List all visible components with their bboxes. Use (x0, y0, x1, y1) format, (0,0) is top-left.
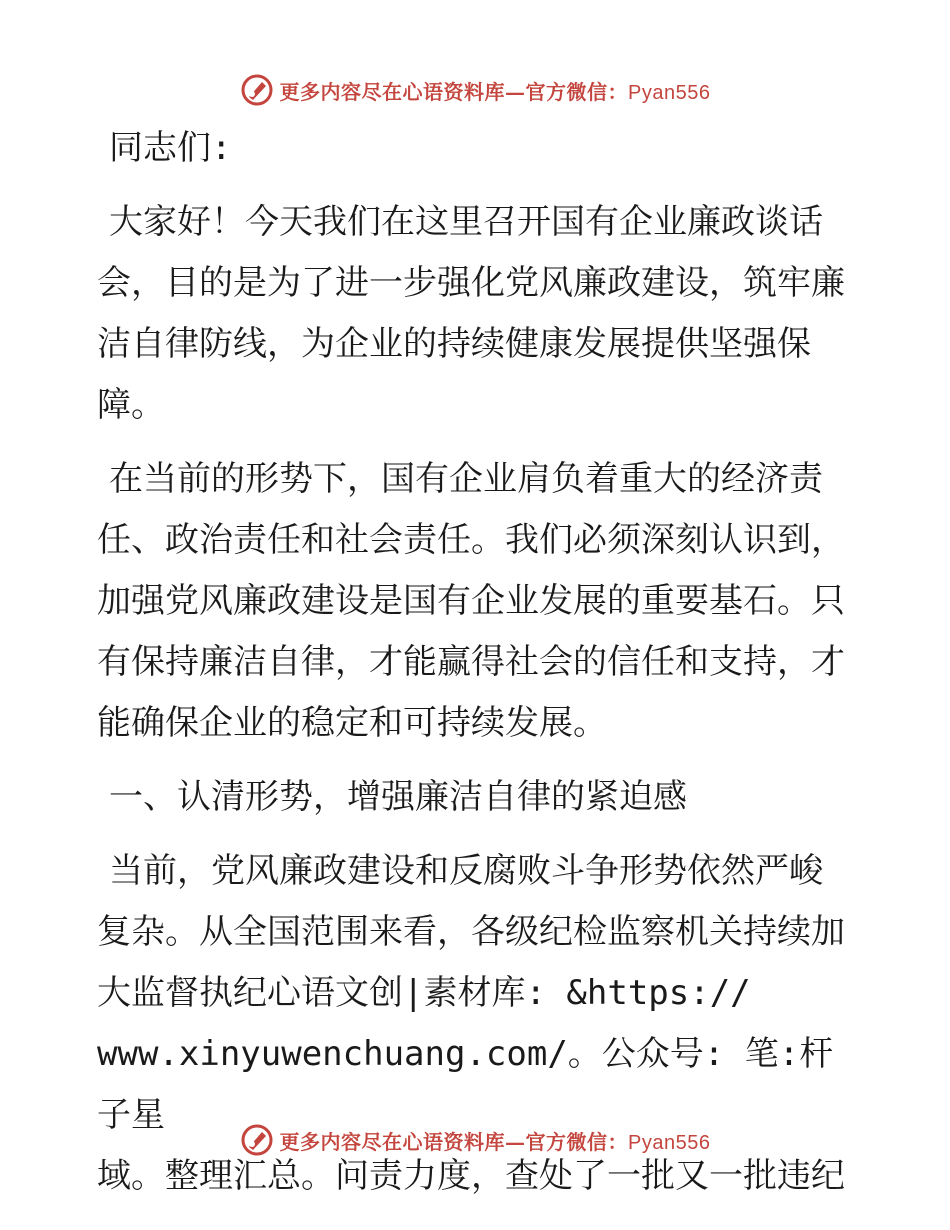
pen-circle-logo-icon (240, 73, 274, 107)
document-body (97, 118, 857, 1220)
paragraph-1: 大家好！今天我们在这里召开国有企业廉政谈话会，目的是为了进一步强化党风廉政建设，筑牢廉洁自律防线，为企业的持续健康发展提供坚强保障。 (97, 202, 845, 425)
watermark-text: 更多内容尽在心语资料库—官方微信：Pyan556 (279, 1129, 711, 1154)
footer-watermark (0, 1120, 950, 1160)
section-heading: 一、认清形势，增强廉洁自律的紧迫感 (109, 777, 687, 817)
paragraph-3-line-2: 复杂。从全国范围来看，各级纪检监察机关持续加 (97, 912, 845, 952)
header-watermark (0, 70, 950, 110)
paragraph-3-line-4: www.xinyuwenchuang.com/。公众号: 笔:杆子星 (97, 1034, 834, 1135)
pen-circle-logo-icon (240, 1123, 274, 1157)
paragraph-2: 在当前的形势下，国有企业肩负着重大的经济责任、政治责任和社会责任。我们必须深刻认识到，加强党风廉政建设是国有企业发展的重要基石。只有保持廉洁自律，才能赢得社会的信任和支持，才能确保企业的稳定和可持续发展。 (97, 459, 845, 743)
greeting: 同志们: (109, 128, 232, 168)
paragraph-3-line-3: 大监督执纪心语文创|素材库: &https:// (97, 973, 751, 1013)
watermark-text: 更多内容尽在心语资料库—官方微信：Pyan556 (279, 79, 711, 104)
paragraph-3-line-1: 当前，党风廉政建设和反腐败斗争形势依然严峻 (109, 851, 823, 891)
paragraph-3-line-5: 域。整理汇总。问责力度，查处了一批又一批违纪 (97, 1156, 845, 1196)
